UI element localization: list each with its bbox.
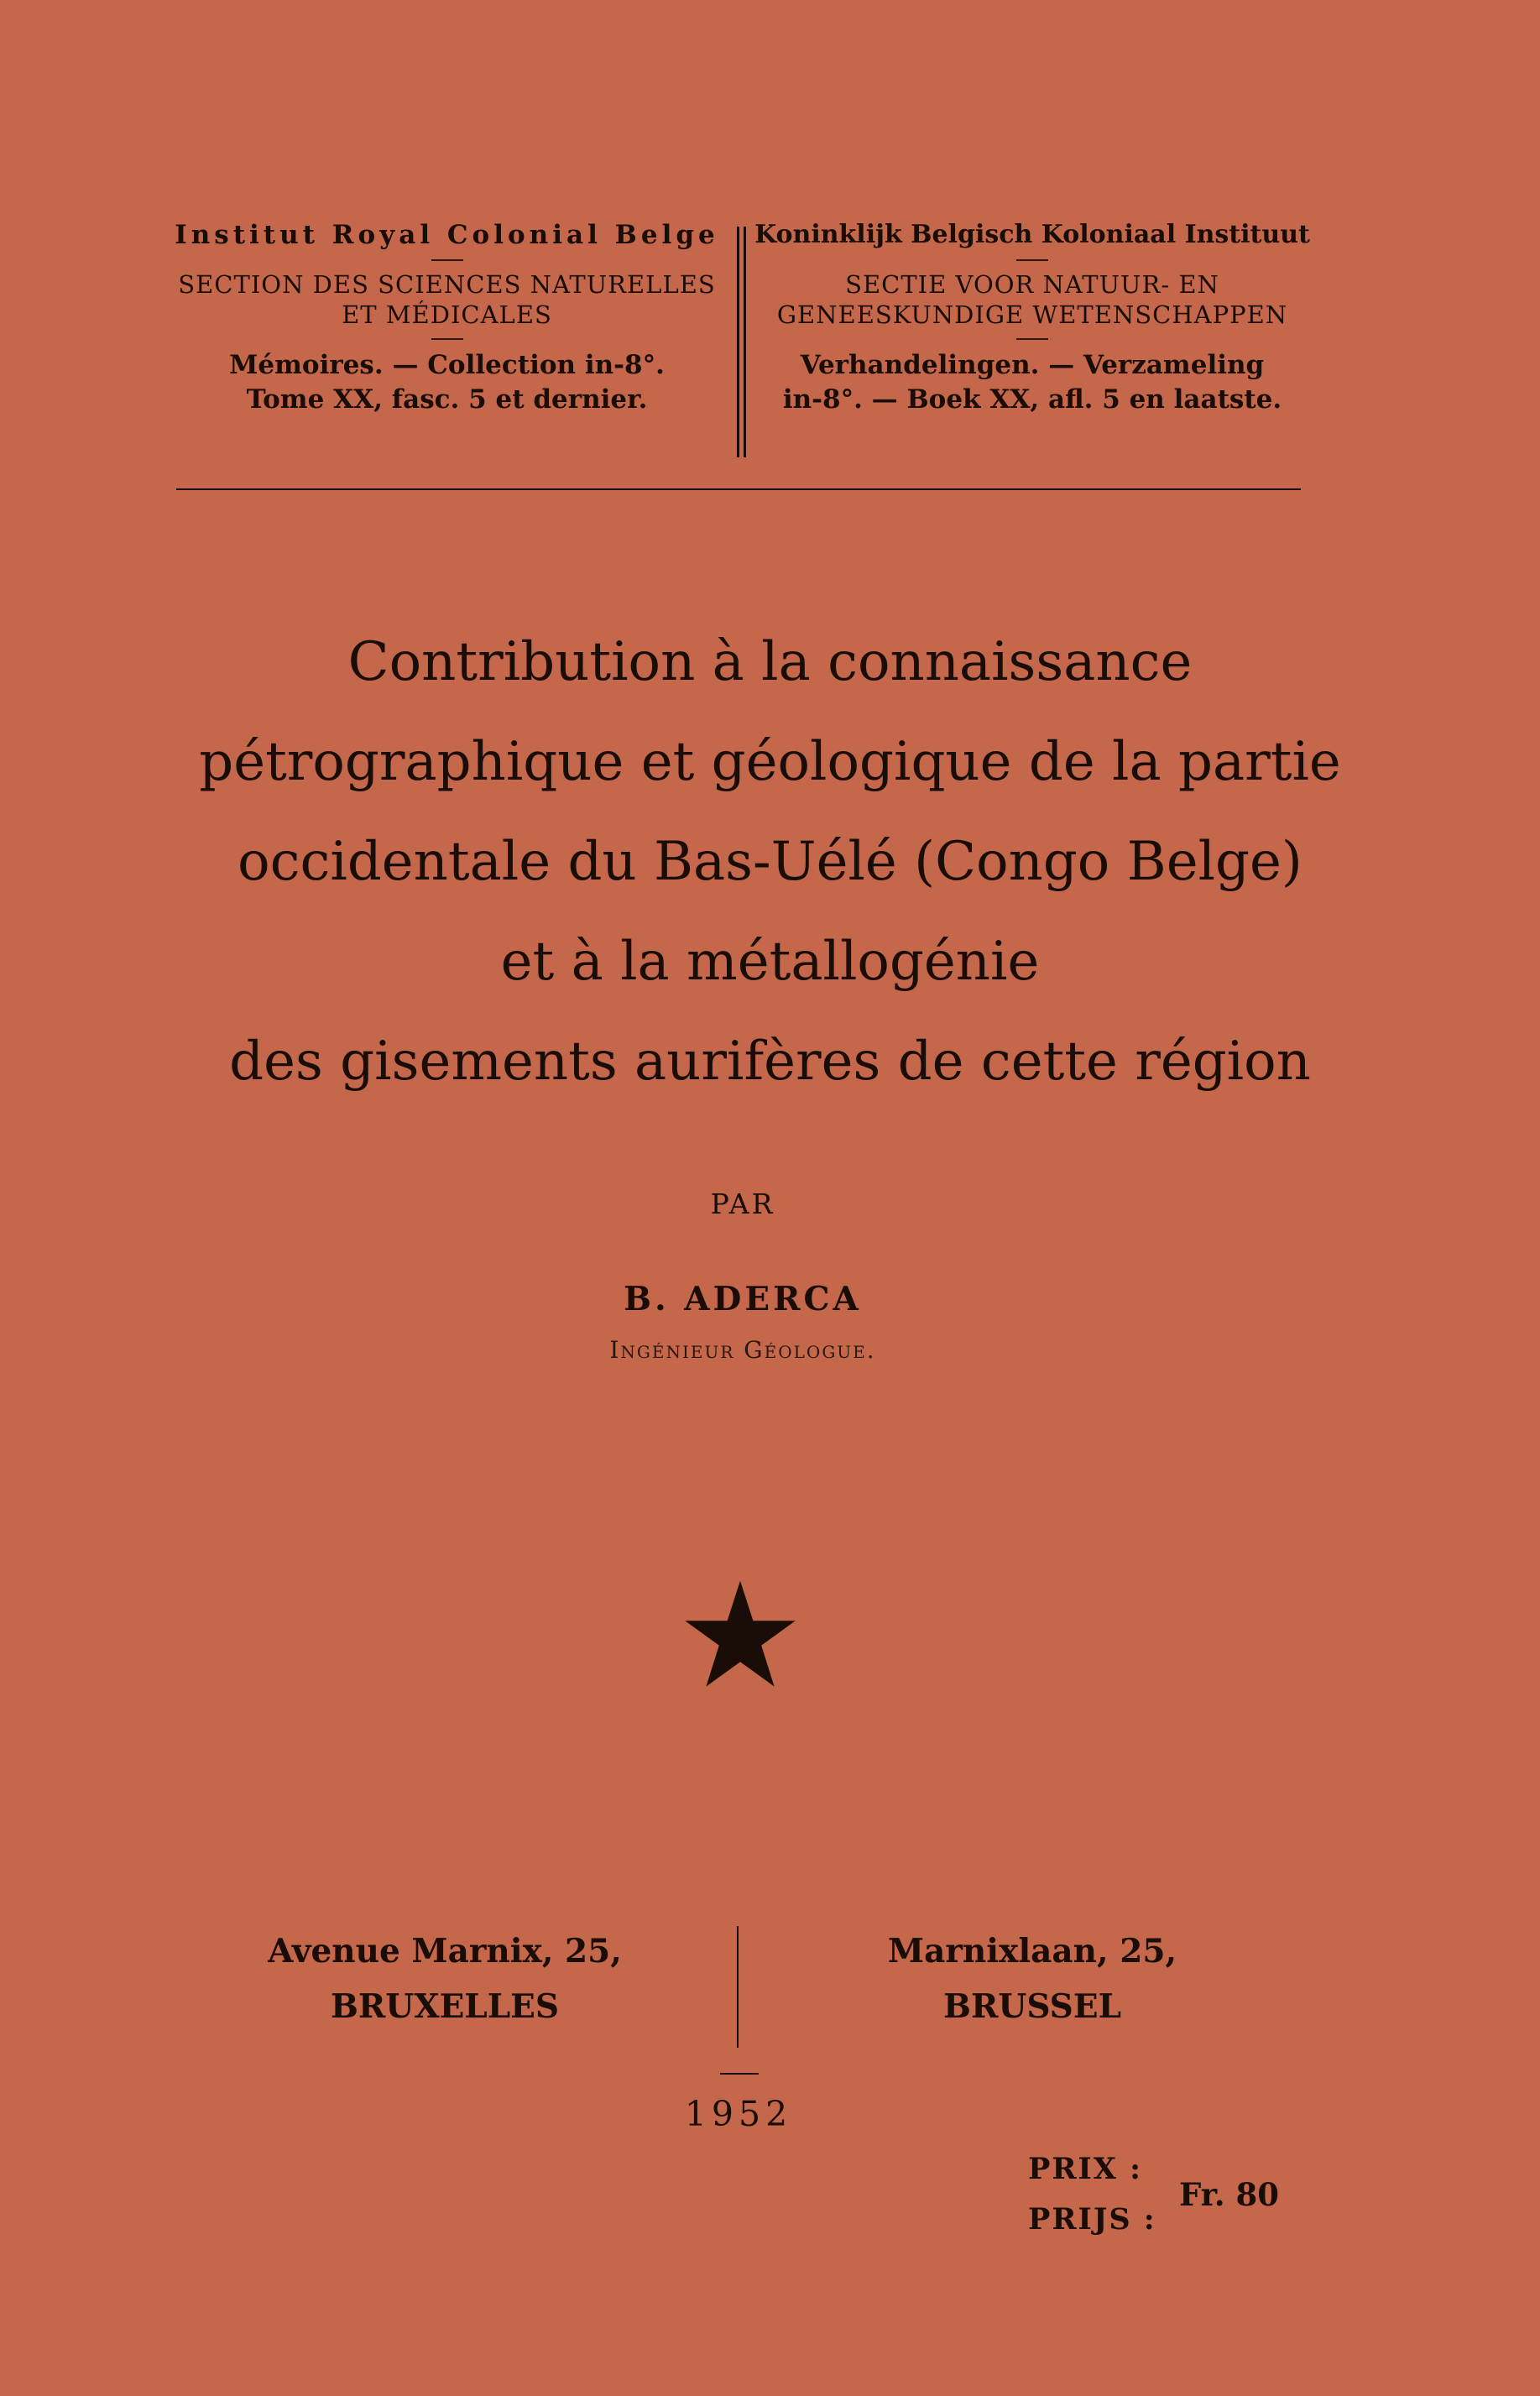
price-label-fr: PRIX :	[1028, 2152, 1143, 2186]
collection-fr-2: Tome XX, fasc. 5 et dernier.	[246, 384, 648, 415]
address-street: Marnixlaan, 25,	[887, 1932, 1177, 1971]
price-amount: Fr. 80	[1179, 2176, 1279, 2213]
address-nl	[822, 1924, 1242, 2034]
address-city: BRUSSEL	[942, 1987, 1121, 2026]
header-right	[751, 214, 1313, 417]
publication-year: 1952	[684, 2094, 793, 2134]
price-labels	[1028, 2144, 1156, 2245]
title-line: pétrographique et géologique de la partie	[199, 731, 1341, 793]
document-title	[126, 613, 1414, 1112]
section-name-nl-1: SECTIE VOOR NATUUR- EN	[845, 270, 1219, 299]
header-rule	[176, 488, 1301, 490]
header-divider	[744, 227, 746, 457]
header-left	[168, 214, 726, 417]
section-name-nl-2: GENEESKUNDIGE WETENSCHAPPEN	[776, 300, 1288, 329]
title-line: des gisements aurifères de cette région	[229, 1031, 1311, 1093]
section-name-fr-2: ET MÉDICALES	[342, 300, 552, 329]
collection-nl-2: in-8°. — Boek XX, afl. 5 en laatste.	[782, 384, 1282, 415]
address-fr	[210, 1924, 680, 2034]
separator-dash	[1016, 338, 1048, 340]
separator-dash	[431, 338, 463, 340]
section-name-fr-1: SECTION DES SCIENCES NATURELLES	[178, 270, 716, 299]
collection-nl-1: Verhandelingen. — Verzameling	[800, 350, 1265, 380]
address-street: Avenue Marnix, 25,	[268, 1932, 622, 1971]
address-divider	[737, 1926, 739, 2048]
title-line: Contribution à la connaissance	[347, 631, 1193, 693]
header-divider	[737, 227, 739, 457]
separator-dash	[431, 259, 463, 261]
title-line: occidentale du Bas-Uélé (Congo Belge)	[238, 831, 1302, 893]
institute-name-fr: Institut Royal Colonial Belge	[175, 220, 719, 250]
author-title: Ingénieur Géologue.	[609, 1336, 876, 1364]
star-icon	[681, 1576, 799, 1694]
author-name: B. ADERCA	[624, 1280, 862, 1318]
collection-fr-1: Mémoires. — Collection in-8°.	[229, 350, 665, 380]
address-city: BRUXELLES	[330, 1987, 560, 2026]
by-label: PAR	[710, 1188, 775, 1220]
year-dash	[720, 2073, 759, 2075]
institute-name-nl: Koninklijk Belgisch Koloniaal Instituut	[754, 220, 1310, 249]
title-line: et à la métallogénie	[500, 931, 1040, 993]
separator-dash	[1016, 259, 1048, 261]
price-label-nl: PRIJS :	[1028, 2202, 1156, 2237]
